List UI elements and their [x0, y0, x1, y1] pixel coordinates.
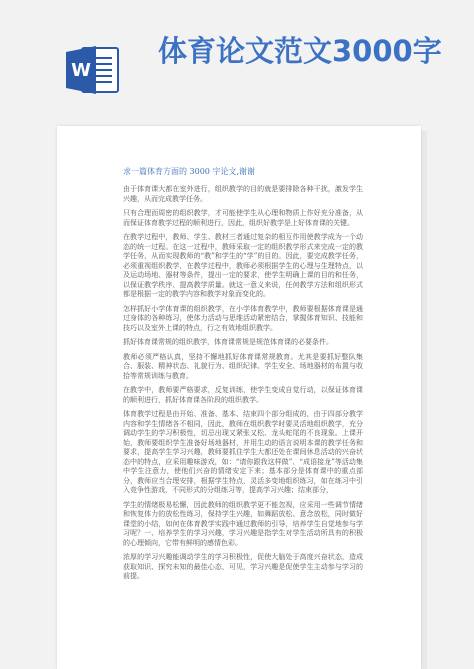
document-heading: 求一篇体育方面的 3000 字论文,谢谢	[123, 167, 255, 176]
page-title: 体育论文范文3000字	[158, 34, 442, 68]
paragraph: 由于体育课大都在室外进行，组织教学的目的就是要排除各种干扰，激发学生兴趣，从而完成教学任务。	[123, 185, 363, 203]
document-body	[123, 185, 363, 587]
paragraph: 在教学中，教师要严格要求，反复训练，使学生变成自觉行动，以保证体育课的顺利进行，抓好体育课各阶段的组织教学。	[123, 386, 363, 404]
paragraph: 在教学过程中，教师、学生、教材三者通过复杂的相互作用使教学成为一个动态的统一过程。在这一过程中，教师采取一定的组织教学形式来完成一定的教学任务，从而实现教师的“教”和学生的“学”的目的。因此，要完成教学任务，必须重视组织教学，在教学过程中，教师必须根据学生的心理与生理特点，以及运动场地、器材等条件，提出一定的要求，使学生明确上课的目的和任务，以保证教学秩序、提高教学质量。就这一意义来说，任何教学方法和组织形式都是根据一定的教学内容和教学对象而变化的。	[123, 233, 363, 298]
document-page	[57, 126, 421, 669]
paragraph: 浓厚的学习兴趣能调动学生的学习积极性，促使大脑处于高度兴奋状态，造成获取知识、探究未知的最佳心态，可见，学习兴趣是促使学生主动参与学习的前提。	[123, 553, 363, 580]
word-document-icon	[64, 42, 122, 98]
svg-text:W: W	[71, 60, 91, 81]
paragraph: 教师必须严格认真，坚持不懈地抓好体育课常规教育。尤其是要抓好整队集合、服装、精神状态、礼貌行为、组织纪律、学生安全、场地器材的布置与收拾等常规训练与教育。	[123, 352, 363, 380]
paragraph: 只有合理而周密的组织教学，才可能使学生从心理和物质上作好充分准备，从而保证体育教学过程的顺利进行，因此，组织好教学是上好体育课的关键。	[123, 209, 363, 227]
paragraph: 抓好体育课常规的组织教学，体育课常规是规范体育课的必要条件。	[123, 338, 333, 346]
paragraph: 怎样抓好小学体育课的组织教学，在小学体育教学中，教师要根据体育课是通过身体的各种练习，使体力活动与思维活动紧密结合，掌握体育知识、技能和技巧以及室外上课的特点，行之有效地组织教学。	[123, 304, 363, 332]
header	[0, 0, 474, 110]
paragraph: 学生的情绪极易松懈，因此教师的组织教学更不能忽视，应采用一些调节情绪和恢复体力的放松性练习，保持学生兴趣，如舞蹈放松、意念放松，同时做好课堂的小结，如何在体育教学实践中通过教师的引导，培养学生自觉地参与学习呢？一、培养学生的学习兴趣，学习兴趣是指学生对学生活动所具有的积极的心理倾向，它带有鲜明的感情色彩。	[123, 500, 363, 547]
paragraph: 体育教学过程是由开始、准备、基本、结束四个部分组成的，由于四部分教学内容和学生情绪各不相同，因此，教师在组织教学时要灵活地组织教学，充分调动学生的学习积极性，切忌出现又紧张又松、龙头蛇尾的不良现象。上课开始，教师要组织学生准备好场地器材，并用生动的语言说明本课的教学任务和要求，提高学生学习兴趣，教师要抓住学生大都还处在课间休息活动的兴奋状态中的特点，应采用趣味游戏，如：“请你跟我这样做”、“成语接龙”等活动集中学生注意力，使他们兴奋的情绪安定下来；基本部分是体育课中的重点部分，教师应当合理安排，根据学生特点，灵活多变地组织练习，如在练习中引入竞争性游戏，不同形式的分组练习等，提高学习兴趣；结束部分，	[123, 410, 363, 494]
